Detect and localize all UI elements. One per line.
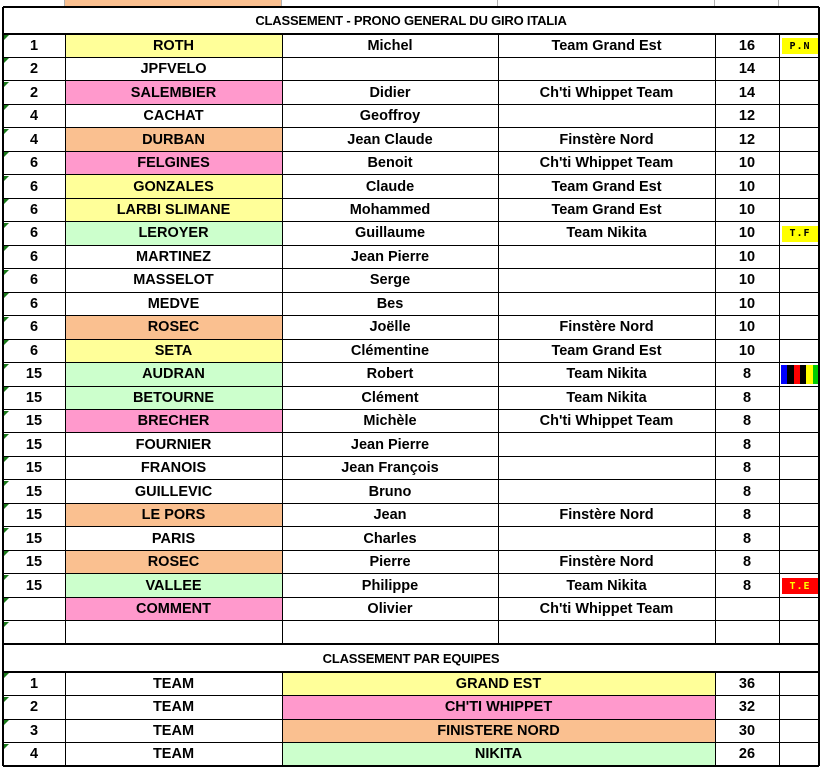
- grid-line: [3, 104, 819, 105]
- rank-cell: 6: [29, 155, 39, 172]
- points-cell: 14: [738, 84, 756, 101]
- team-label-cell: TEAM: [152, 675, 195, 692]
- last-name-cell: COMMENT: [65, 597, 282, 620]
- first-name-cell: Mohammed: [349, 202, 431, 219]
- rank-cell: 2: [29, 84, 39, 101]
- points-cell: 8: [742, 577, 752, 594]
- grid-line: [3, 671, 819, 673]
- grid-line: [3, 362, 819, 363]
- team-points-cell: 30: [738, 722, 756, 739]
- rank-cell: 6: [29, 295, 39, 312]
- team-label-cell: TEAM: [152, 699, 195, 716]
- cell-marker: [4, 176, 9, 181]
- grid-line: [498, 34, 499, 644]
- last-name-cell: ROSEC: [65, 550, 282, 573]
- rank-cell: 4: [29, 131, 39, 148]
- points-cell: 10: [738, 225, 756, 242]
- team-rank-cell: 3: [29, 722, 39, 739]
- points-cell: 8: [742, 436, 752, 453]
- first-name-cell: Claude: [365, 178, 415, 195]
- first-name-cell: Didier: [369, 84, 411, 101]
- team-cell: Team Grand Est: [551, 202, 662, 219]
- cell-marker: [4, 129, 9, 134]
- points-cell: 16: [738, 37, 756, 54]
- team-name-cell: GRAND EST: [282, 672, 715, 695]
- cell-marker: [4, 270, 9, 275]
- grid-line: [3, 695, 819, 696]
- team-cell: [498, 480, 715, 503]
- points-cell: [715, 597, 779, 620]
- team-cell: Finstère Nord: [559, 507, 654, 524]
- first-name-cell: Philippe: [361, 577, 419, 594]
- first-name-cell: Clémentine: [350, 342, 430, 359]
- grid-line: [3, 765, 819, 767]
- team-cell: [498, 433, 715, 456]
- points-cell: 8: [742, 460, 752, 477]
- rank-cell: 6: [29, 319, 39, 336]
- rank-cell: 6: [29, 225, 39, 242]
- first-name-cell: Michel: [367, 37, 413, 54]
- last-name-cell: BETOURNE: [65, 386, 282, 409]
- cell-marker: [4, 199, 9, 204]
- last-name-cell: MEDVE: [65, 292, 282, 315]
- points-cell: 8: [742, 389, 752, 406]
- last-name-cell: FELGINES: [65, 151, 282, 174]
- cell-marker: [4, 293, 9, 298]
- points-cell: 8: [742, 554, 752, 571]
- grid-line: [282, 672, 283, 766]
- first-name-cell: Geoffroy: [359, 108, 421, 125]
- rank-cell: [3, 597, 65, 620]
- team-cell: Ch'ti Whippet Team: [539, 601, 674, 617]
- first-name-cell: Jean Pierre: [350, 436, 430, 453]
- last-name-cell: FRANOIS: [65, 456, 282, 479]
- team-cell: Team Grand Est: [551, 178, 662, 195]
- grid-line: [3, 198, 819, 199]
- rank-cell: 4: [29, 108, 39, 125]
- grid-line: [65, 672, 66, 766]
- jersey-badge: P.N: [782, 38, 818, 54]
- cell-marker: [4, 246, 9, 251]
- grid-line: [3, 597, 819, 598]
- first-name-cell: Benoit: [367, 155, 413, 172]
- points-cell: 8: [742, 530, 752, 547]
- grid-line: [3, 245, 819, 246]
- last-name-cell: GUILLEVIC: [65, 480, 282, 503]
- points-cell: 8: [742, 483, 752, 500]
- team-name-cell: CH'TI WHIPPET: [282, 696, 715, 719]
- first-name-cell: Bruno: [368, 483, 412, 500]
- rank-cell: 15: [25, 483, 43, 500]
- grid-line: [2, 644, 4, 766]
- cell-marker: [4, 82, 9, 87]
- cell-marker: [4, 105, 9, 110]
- points-cell: 12: [738, 131, 756, 148]
- team-cell: Ch'ti Whippet Team: [539, 413, 674, 430]
- last-name-cell: AUDRAN: [65, 363, 282, 386]
- points-cell: 14: [738, 61, 756, 78]
- cell-marker: [4, 744, 9, 749]
- rank-cell: 15: [25, 436, 43, 453]
- rank-cell: 6: [29, 178, 39, 195]
- last-name-cell: PARIS: [65, 527, 282, 550]
- team-cell: [498, 527, 715, 550]
- cell-marker: [4, 364, 9, 369]
- points-cell: [715, 621, 779, 644]
- first-name-cell: Pierre: [369, 554, 411, 571]
- grid-line: [3, 479, 819, 480]
- last-name-cell: MASSELOT: [65, 269, 282, 292]
- grid-line: [3, 503, 819, 504]
- first-name-cell: Jean Claude: [347, 131, 433, 148]
- team-cell: Ch'ti Whippet Team: [539, 155, 674, 172]
- team-cell: [498, 269, 715, 292]
- points-cell: 8: [742, 413, 752, 430]
- team-cell: [498, 621, 715, 644]
- team-rank-cell: 2: [29, 699, 39, 716]
- cell-marker: [4, 411, 9, 416]
- team-label-cell: TEAM: [152, 722, 195, 739]
- grid-line: [3, 268, 819, 269]
- grid-line: [3, 432, 819, 433]
- grid-line: [3, 742, 819, 743]
- last-name-cell: ROSEC: [65, 316, 282, 339]
- grid-line: [779, 34, 780, 644]
- grid-line: [3, 573, 819, 574]
- classement-title: CLASSEMENT - PRONO GENERAL DU GIRO ITALIA: [3, 7, 819, 34]
- first-name-cell: Serge: [369, 272, 411, 289]
- points-cell: 10: [738, 342, 756, 359]
- grid-line: [818, 7, 820, 644]
- jersey-stripes: [781, 365, 819, 384]
- team-cell: Finstère Nord: [559, 131, 654, 148]
- last-name-cell: DURBAN: [65, 128, 282, 151]
- cell-marker: [4, 697, 9, 702]
- grid-line: [3, 339, 819, 340]
- points-cell: 8: [742, 366, 752, 383]
- last-name-cell: ROTH: [65, 34, 282, 57]
- team-rank-cell: 1: [29, 675, 39, 692]
- cell-marker: [4, 223, 9, 228]
- team-cell: Team Nikita: [566, 577, 647, 594]
- grid-line: [282, 34, 283, 644]
- first-name-cell: Jean: [373, 507, 407, 524]
- team-cell: Team Nikita: [566, 389, 647, 406]
- last-name-cell: LEROYER: [65, 222, 282, 245]
- grid-line: [3, 151, 819, 152]
- team-cell: [498, 245, 715, 268]
- last-name-cell: VALLEE: [65, 574, 282, 597]
- team-label-cell: TEAM: [152, 746, 195, 763]
- cell-marker: [4, 387, 9, 392]
- last-name-cell: SETA: [65, 339, 282, 362]
- first-name-cell: Olivier: [367, 601, 413, 617]
- jersey-badge: T.E: [782, 578, 818, 594]
- last-name-cell: LARBI SLIMANE: [65, 198, 282, 221]
- grid-line: [3, 550, 819, 551]
- rank-cell: 15: [25, 577, 43, 594]
- team-cell: [498, 456, 715, 479]
- equipes-title: CLASSEMENT PAR EQUIPES: [3, 644, 819, 672]
- grid-line: [3, 6, 819, 8]
- last-name-cell: SALEMBIER: [65, 81, 282, 104]
- last-name-cell: BRECHER: [65, 410, 282, 433]
- last-name-cell: CACHAT: [65, 104, 282, 127]
- points-cell: 8: [742, 507, 752, 524]
- first-name-cell: Jean Pierre: [350, 248, 430, 265]
- first-name-cell: Joëlle: [369, 319, 411, 336]
- cell-marker: [4, 317, 9, 322]
- cell-marker: [4, 551, 9, 556]
- team-cell: Finstère Nord: [559, 554, 654, 571]
- team-cell: Team Grand Est: [551, 37, 662, 54]
- team-cell: [498, 104, 715, 127]
- first-name-cell: [282, 57, 498, 80]
- points-cell: 10: [738, 319, 756, 336]
- first-name-cell: Bes: [376, 295, 404, 312]
- cell-marker: [4, 504, 9, 509]
- team-points-cell: 32: [738, 699, 756, 716]
- grid-line: [2, 7, 4, 644]
- rank-cell: [3, 621, 65, 644]
- grid-line: [3, 57, 819, 58]
- last-name-cell: MARTINEZ: [65, 245, 282, 268]
- cell-marker: [4, 720, 9, 725]
- last-name-cell: LE PORS: [65, 503, 282, 526]
- first-name-cell: Jean François: [341, 460, 439, 477]
- team-cell: Team Grand Est: [551, 342, 662, 359]
- rank-cell: 15: [25, 507, 43, 524]
- rank-cell: 6: [29, 272, 39, 289]
- points-cell: 10: [738, 272, 756, 289]
- points-cell: 10: [738, 202, 756, 219]
- grid-line: [3, 643, 819, 645]
- grid-line: [3, 456, 819, 457]
- cell-marker: [4, 152, 9, 157]
- team-name-cell: NIKITA: [282, 743, 715, 766]
- cell-marker: [4, 622, 9, 627]
- cell-marker: [4, 575, 9, 580]
- points-cell: 10: [738, 248, 756, 265]
- grid-line: [3, 315, 819, 316]
- grid-line: [3, 174, 819, 175]
- last-name-cell: [65, 621, 282, 644]
- grid-line: [818, 644, 820, 766]
- rank-cell: 15: [25, 530, 43, 547]
- grid-line: [65, 34, 66, 644]
- points-cell: 12: [738, 108, 756, 125]
- cell-marker: [4, 673, 9, 678]
- rank-cell: 15: [25, 460, 43, 477]
- grid-line: [3, 80, 819, 81]
- rank-cell: 6: [29, 202, 39, 219]
- rank-cell: 1: [29, 37, 39, 54]
- team-cell: Team Nikita: [566, 225, 647, 242]
- team-rank-cell: 4: [29, 746, 39, 763]
- cell-marker: [4, 58, 9, 63]
- grid-line: [3, 221, 819, 222]
- rank-cell: 6: [29, 342, 39, 359]
- team-cell: [498, 57, 715, 80]
- first-name-cell: Michèle: [363, 413, 417, 430]
- grid-line: [3, 719, 819, 720]
- cell-marker: [4, 528, 9, 533]
- first-name-cell: Charles: [363, 530, 417, 547]
- grid-line: [3, 127, 819, 128]
- grid-line: [3, 526, 819, 527]
- rank-cell: 2: [29, 61, 39, 78]
- rank-cell: 15: [25, 389, 43, 406]
- grid-line: [3, 292, 819, 293]
- last-name-cell: GONZALES: [65, 175, 282, 198]
- rank-cell: 6: [29, 248, 39, 265]
- grid-line: [715, 34, 716, 644]
- points-cell: 10: [738, 155, 756, 172]
- team-cell: Finstère Nord: [559, 319, 654, 336]
- rank-cell: 15: [25, 554, 43, 571]
- team-cell: Team Nikita: [566, 366, 647, 383]
- points-cell: 10: [738, 295, 756, 312]
- grid-line: [715, 672, 716, 766]
- grid-line: [3, 386, 819, 387]
- rank-cell: 15: [25, 366, 43, 383]
- last-name-cell: JPFVELO: [65, 57, 282, 80]
- first-name-cell: [282, 621, 498, 644]
- cell-marker: [4, 35, 9, 40]
- cell-marker: [4, 481, 9, 486]
- team-points-cell: 26: [738, 746, 756, 763]
- first-name-cell: Robert: [366, 366, 414, 383]
- team-cell: Ch'ti Whippet Team: [539, 84, 674, 101]
- team-name-cell: FINISTERE NORD: [282, 719, 715, 742]
- grid-line: [779, 672, 780, 766]
- last-name-cell: FOURNIER: [65, 433, 282, 456]
- first-name-cell: Guillaume: [354, 225, 426, 242]
- first-name-cell: Clément: [361, 389, 419, 406]
- team-points-cell: 36: [738, 675, 756, 692]
- cell-marker: [4, 340, 9, 345]
- jersey-badge: T.F: [782, 226, 818, 242]
- cell-marker: [4, 598, 9, 603]
- cell-marker: [4, 434, 9, 439]
- grid-line: [3, 620, 819, 621]
- team-cell: [498, 292, 715, 315]
- cell-marker: [4, 457, 9, 462]
- grid-line: [3, 409, 819, 410]
- points-cell: 10: [738, 178, 756, 195]
- grid-line: [3, 33, 819, 35]
- rank-cell: 15: [25, 413, 43, 430]
